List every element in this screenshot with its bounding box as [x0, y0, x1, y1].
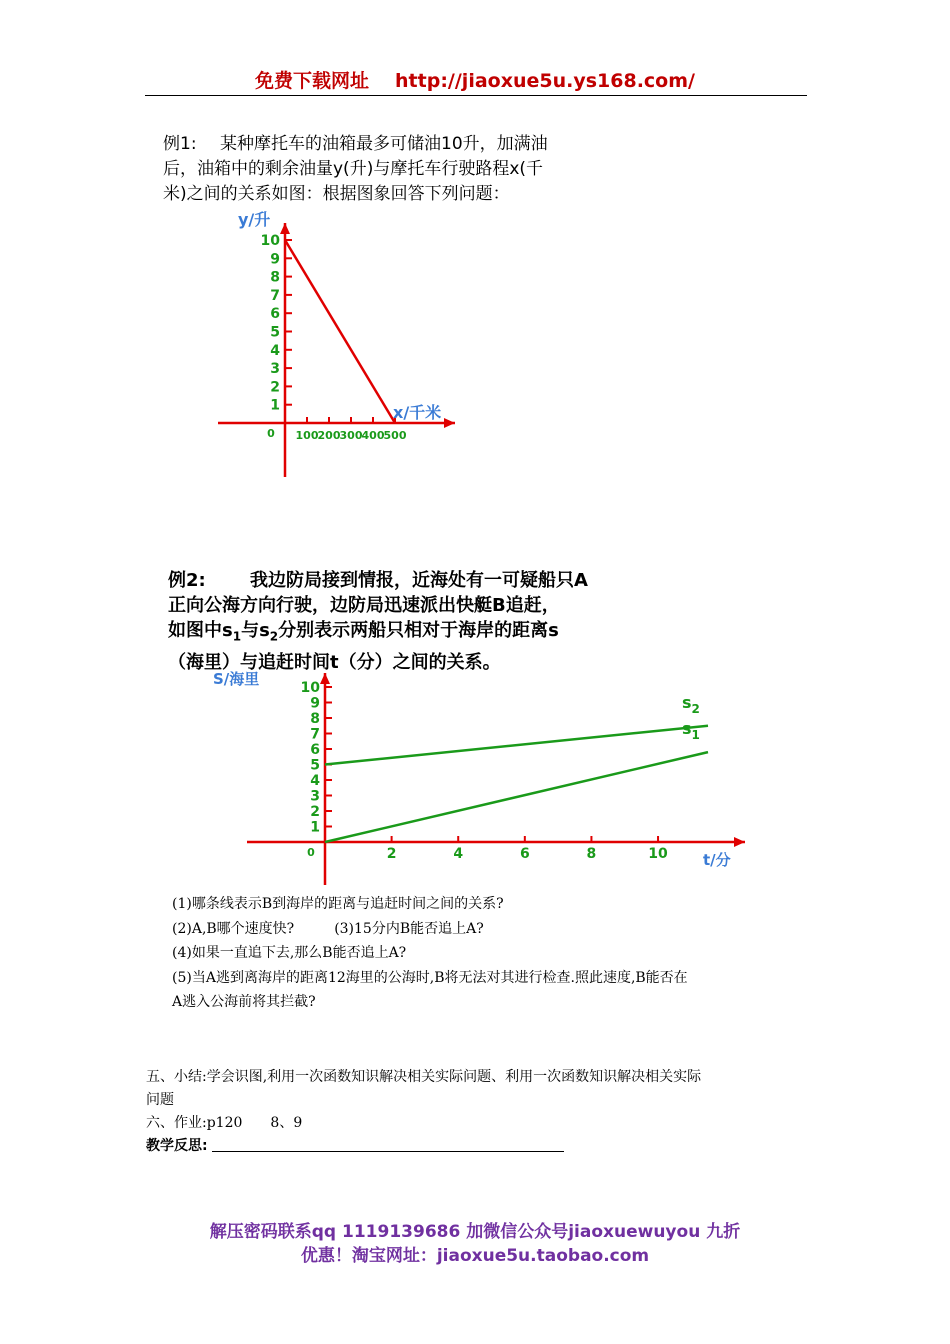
- chart2-series-line-s1: [325, 752, 708, 842]
- question-3: (3)15分内B能否追上A?: [334, 920, 484, 937]
- chart1-y-tick-label: 10: [260, 233, 280, 249]
- homework-label: 六、作业:p120: [146, 1115, 243, 1131]
- chart1-y-axis-label: y/升: [238, 210, 271, 229]
- question-5-line2: A逃入公海前将其拦截?: [172, 994, 316, 1010]
- chart2-y-tick-label: 1: [310, 819, 320, 836]
- reflection-blank-line: [212, 1137, 564, 1152]
- chart1-y-tick-label: 4: [270, 342, 280, 359]
- homework-items: 8、9: [270, 1115, 303, 1131]
- summary-section: [146, 1066, 811, 1158]
- chart1-y-tick-label: 1: [270, 397, 280, 414]
- chart2-series-label-s2: $s_2$: [682, 692, 700, 716]
- summary-line1: 五、小结:学会识图,利用一次函数知识解决相关实际问题、利用一次函数知识解决相关实际: [146, 1069, 702, 1085]
- example1-line2: 后，油箱中的剩余油量y(升)与摩托车行驶路程x(千: [163, 159, 544, 179]
- question-5-line1: (5)当A逃到离海岸的距离12海里的公海时,B将无法对其进行检查.照此速度,B能否在: [172, 969, 688, 986]
- chart2-y-tick-label: 8: [310, 711, 320, 727]
- fuel-distance-chart: [210, 205, 470, 490]
- chart2-x-tick-label: 2: [386, 846, 397, 862]
- question-list: [172, 892, 812, 1015]
- chart2-x-axis-label: t/分: [703, 851, 731, 869]
- question-1: (1)哪条线表示B到海岸的距离与追赶时间之间的关系?: [172, 896, 504, 912]
- page-footer: [145, 1220, 805, 1268]
- chart2-x-arrow: [734, 837, 745, 847]
- distance-time-chart: [205, 665, 785, 890]
- chart2-y-tick-label: 7: [310, 726, 320, 743]
- header-rule: [145, 95, 807, 96]
- chart2-y-tick-label: 3: [310, 788, 320, 805]
- chart2-y-tick-label: 6: [310, 742, 320, 758]
- chart2-series-label-sub: 1: [691, 728, 700, 743]
- chart2-series-line-s2: [325, 726, 708, 765]
- footer-line2: 优惠！淘宝网址：jiaoxue5u.taobao.com: [300, 1246, 650, 1266]
- chart1-y-tick-label: 6: [270, 306, 280, 323]
- chart2-origin-label: 0: [307, 846, 315, 859]
- example1-text: [163, 132, 643, 207]
- chart1-origin-label: 0: [267, 427, 275, 440]
- chart1-y-tick-label: 8: [270, 269, 280, 286]
- chart2-y-axis-label: S/海里: [213, 670, 260, 688]
- chart2-series-label-s1: $s_1$: [682, 719, 700, 743]
- chart1-x-axis-label: x/千米: [393, 403, 442, 422]
- header-site-label: 免费下载网址: [255, 70, 370, 92]
- example1-line1: 某种摩托车的油箱最多可储油10升，加满油: [220, 134, 548, 154]
- question-2: (2)A,B哪个速度快?: [172, 920, 295, 937]
- example2-line4: （海里）与追赶时间t（分）之间的关系。: [168, 651, 501, 673]
- chart1-x-tick-label: 100: [295, 429, 319, 442]
- chart1-y-tick-label: 2: [270, 379, 280, 396]
- footer-line1: 解压密码联系qq 1119139686 加微信公众号jiaoxuewuyou 九折: [209, 1222, 741, 1242]
- chart1-y-tick-label: 5: [270, 324, 280, 341]
- header-url-link[interactable]: http://jiaoxue5u.ys168.com/: [395, 70, 695, 92]
- chart1-y-tick-label: 9: [270, 251, 280, 268]
- chart2-y-tick-label: 5: [310, 757, 320, 774]
- example2-s1-base: s: [222, 620, 233, 641]
- example2-label: 例2:: [168, 570, 206, 591]
- page-header: [145, 66, 805, 93]
- example2-s1-sub: 1: [232, 629, 242, 644]
- chart1-y-tick-label: 3: [270, 361, 280, 378]
- chart2-series-label-sub: 2: [691, 701, 700, 716]
- example2-line3-mid: 与: [241, 620, 260, 641]
- question-4: (4)如果一直追下去,那么B能否追上A?: [172, 945, 407, 961]
- chart2-x-tick-label: 6: [519, 846, 530, 862]
- chart2-y-tick-label: 2: [310, 804, 320, 820]
- example2-line3: [168, 618, 788, 650]
- chart1-x-tick-label: 400: [361, 429, 385, 442]
- chart2-x-tick-label: 10: [648, 846, 668, 862]
- example2-s2-base: s: [259, 620, 270, 641]
- chart2-y-tick-label: 10: [300, 680, 320, 696]
- reflection-label: 教学反思:: [146, 1138, 208, 1154]
- example2-line2: 正向公海方向行驶，边防局迅速派出快艇B追赶，: [168, 595, 560, 616]
- chart2-y-tick-label: 9: [310, 695, 320, 712]
- chart2-x-tick-label: 8: [586, 846, 597, 862]
- chart1-y-tick-label: 7: [270, 287, 280, 304]
- example1-label: 例1:: [163, 134, 197, 154]
- chart2-y-tick-label: 4: [310, 773, 320, 789]
- chart1-y-arrow: [280, 223, 290, 234]
- chart2-x-tick-label: 4: [453, 846, 464, 862]
- example2-line3-a: 如图中: [168, 620, 222, 641]
- chart2-y-arrow: [320, 673, 330, 684]
- example2-line1: 我边防局接到情报，近海处有一可疑船只A: [250, 570, 588, 591]
- example2-line3-b: 分别表示两船只相对于海岸的距离s: [278, 620, 559, 641]
- chart1-x-tick-label: 200: [317, 429, 341, 442]
- chart1-x-tick-label: 500: [383, 429, 407, 442]
- chart1-series-line-剩余油量: [285, 240, 395, 423]
- chart1-x-arrow: [444, 418, 455, 428]
- chart1-x-tick-label: 300: [339, 429, 363, 442]
- example2-s2-sub: 2: [269, 629, 279, 644]
- example2-text: [168, 568, 788, 675]
- summary-line2: 问题: [146, 1092, 174, 1108]
- example1-line3: 米)之间的关系如图：根据图象回答下列问题：: [163, 184, 510, 204]
